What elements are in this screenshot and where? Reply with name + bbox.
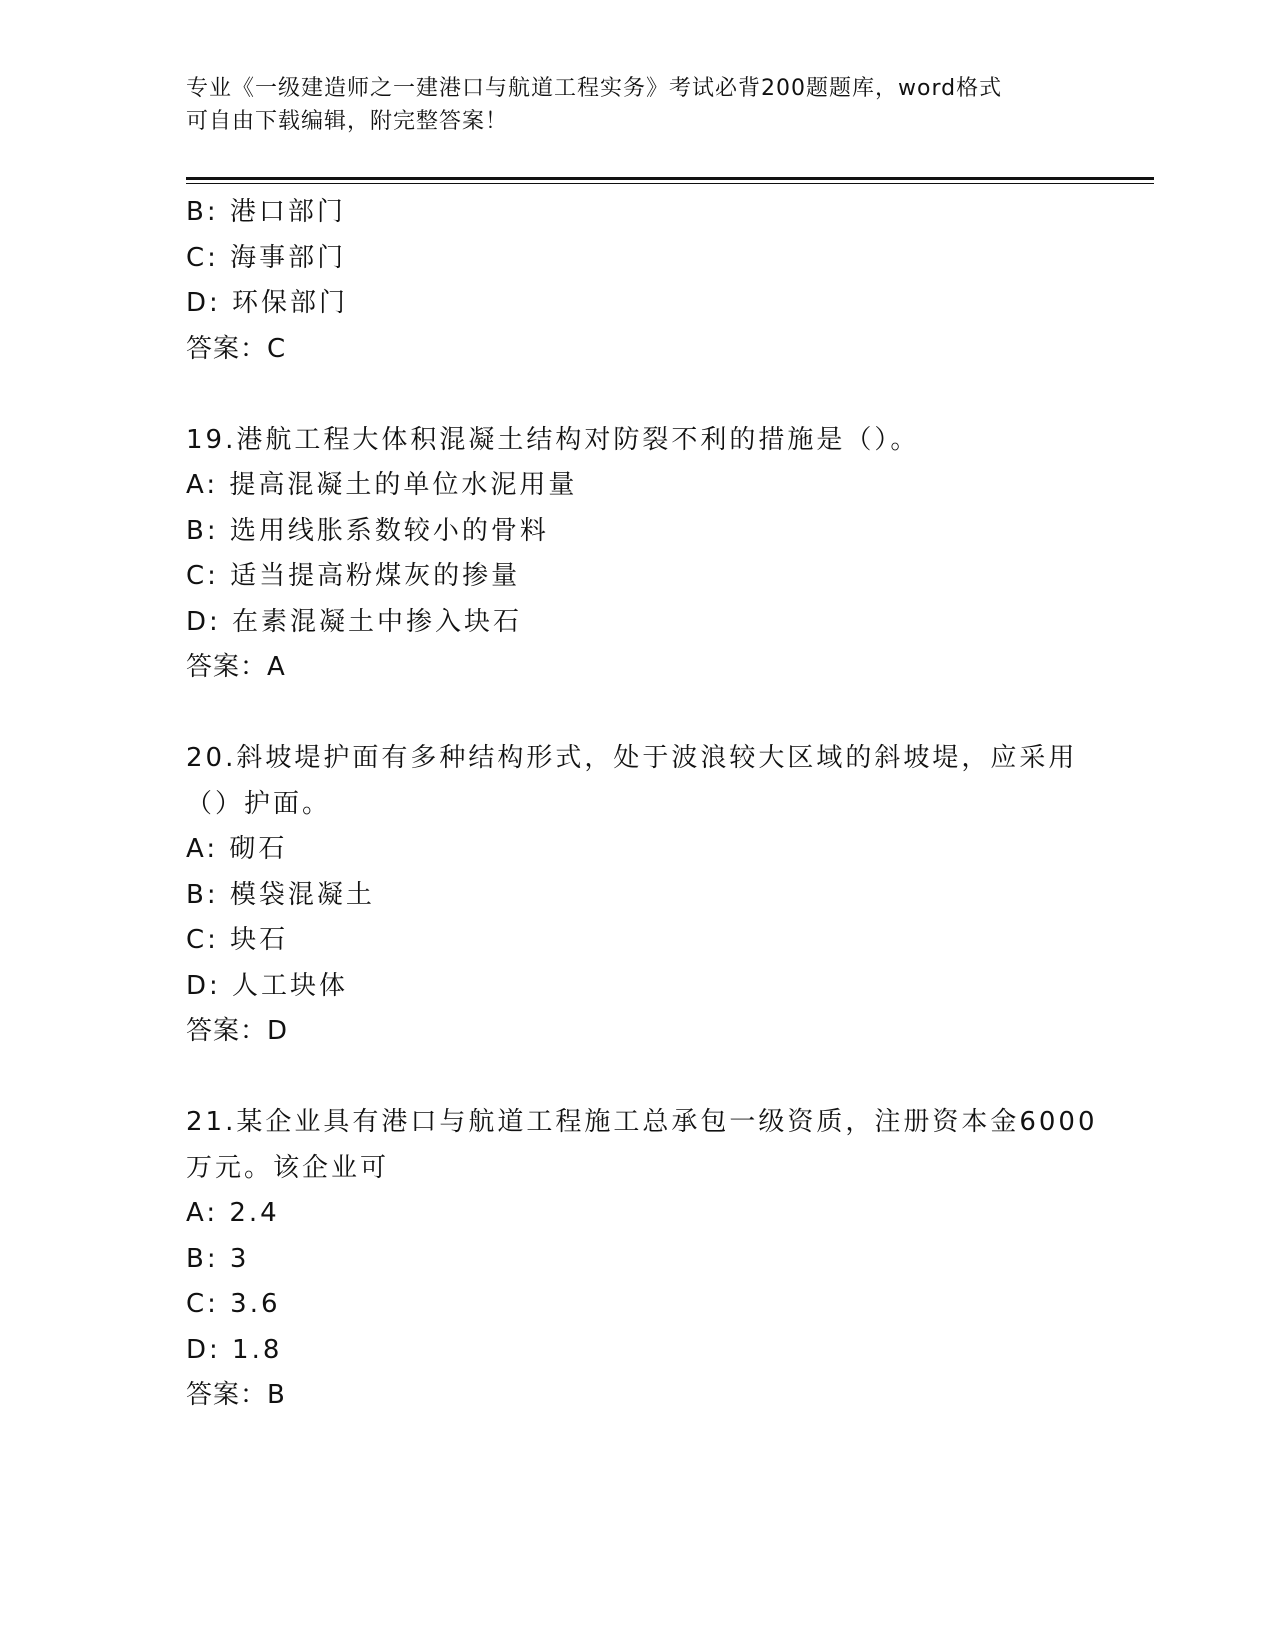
question-stem: 19.港航工程大体积混凝土结构对防裂不利的措施是（）。: [186, 424, 920, 455]
question-19: [186, 418, 1086, 691]
option-c: C: 3.6: [186, 1289, 281, 1319]
answer: 答案：B: [186, 1380, 286, 1410]
question-content: [186, 190, 1098, 1419]
option-d: D: 人工块体: [186, 970, 349, 1001]
question-stem-line-1: 20.斜坡堤护面有多种结构形式，处于波浪较大区域的斜坡堤，应采用: [186, 743, 1078, 773]
question-stem-line-1: 21.某企业具有港口与航道工程施工总承包一级资质，注册资本金6000: [186, 1107, 1098, 1137]
question-stem-line-2: 万元。该企业可: [186, 1152, 390, 1183]
question-18-partial: [186, 190, 1086, 372]
option-b: B: 选用线胀系数较小的骨料: [186, 515, 549, 546]
document-header: [186, 72, 1066, 138]
spacer: [186, 1055, 1086, 1101]
question-stem-line-2: （）护面。: [186, 788, 332, 819]
option-b: B: 3: [186, 1243, 250, 1274]
option-d: D: 1.8: [186, 1334, 283, 1365]
spacer: [186, 691, 1086, 737]
option-c: C: 适当提高粉煤灰的掺量: [186, 561, 521, 591]
header-divider-thin: [186, 183, 1154, 184]
answer: 答案：D: [186, 1016, 289, 1046]
option-c: C: 块石: [186, 925, 289, 955]
header-divider-thick: [186, 177, 1154, 180]
question-21: [186, 1100, 1098, 1419]
option-c: C: 海事部门: [186, 242, 347, 273]
option-a: A: 2.4: [186, 1198, 280, 1228]
header-line-2: 可自由下载编辑，附完整答案！: [186, 109, 509, 134]
option-b: B: 模袋混凝土: [186, 879, 375, 910]
spacer: [186, 372, 1086, 418]
answer: 答案：C: [186, 333, 287, 364]
option-d: D: 在素混凝土中掺入块石: [186, 606, 523, 637]
option-b: B: 港口部门: [186, 197, 346, 227]
question-20: [186, 736, 1086, 1055]
header-line-1: 专业《一级建造师之一建港口与航道工程实务》考试必背200题题库，word格式: [186, 76, 1003, 101]
option-d: D: 环保部门: [186, 288, 349, 318]
answer: 答案：A: [186, 652, 286, 682]
option-a: A: 砌石: [186, 834, 288, 864]
option-a: A: 提高混凝土的单位水泥用量: [186, 470, 578, 500]
